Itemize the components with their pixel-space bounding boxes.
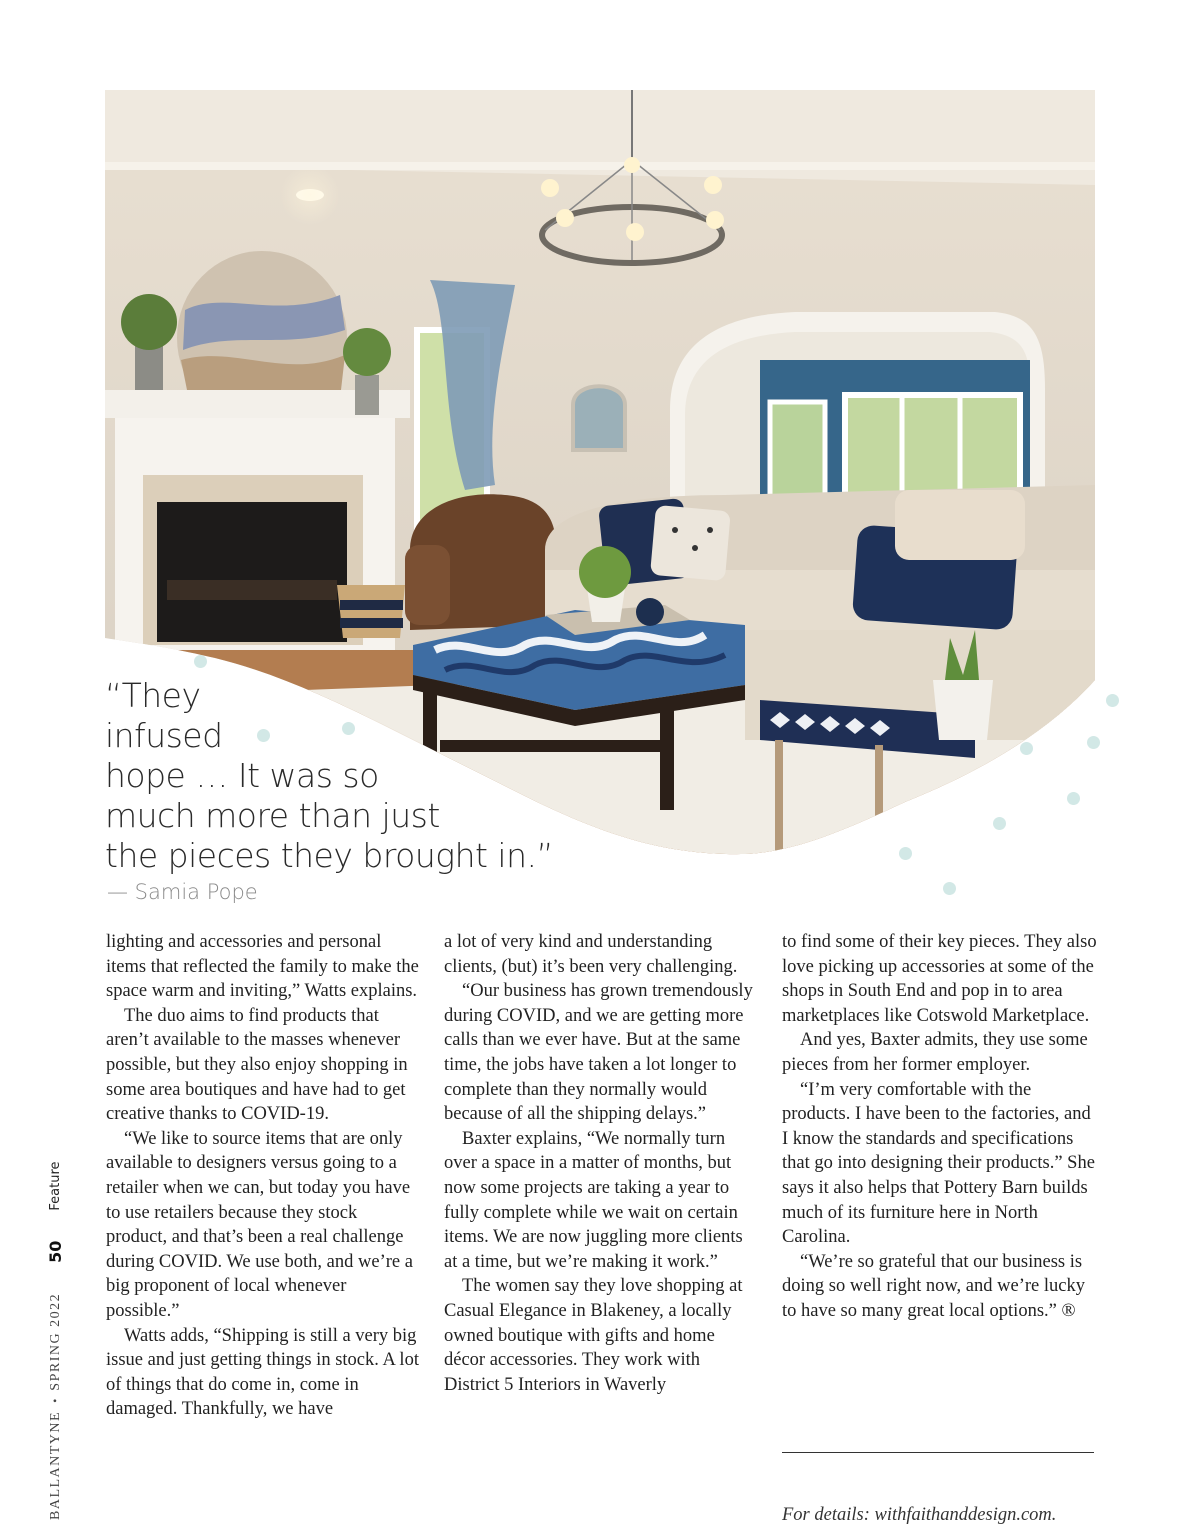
section-label: Feature [48, 1161, 63, 1211]
pull-quote-line: much more than just [105, 796, 440, 835]
paragraph: And yes, Baxter admits, they use some pieces from her former employer. [782, 1030, 1088, 1075]
decorative-dot [1020, 742, 1033, 755]
paragraph: lighting and accessories and personal items that reflected the family to make the space warm and inviting,” Watts explains. [106, 932, 419, 1002]
paragraph: The women say they love shopping at Casual Elegance in Blakeney, a locally owned boutique with gifts and home décor accessories. They work with District 5 Interiors in Waverly [444, 1276, 743, 1395]
pull-quote-line: hope … It was so [105, 756, 379, 795]
paragraph: Baxter explains, “We normally turn over a space in a matter of months, but now some projects are taking a year to fully complete while we wait on certain items. We are now juggling more clients at a time, but we’re making it work.” [444, 1128, 743, 1272]
pull-quote-attribution: — Samia Pope [107, 880, 258, 904]
page-number: 50 [46, 1240, 65, 1263]
article-column-1 [106, 930, 421, 1422]
decorative-dot [1067, 792, 1080, 805]
details-link[interactable]: For details: withfaithanddesign.com. [782, 1505, 1057, 1525]
paragraph: “We’re so grateful that our business is doing so well right now, and we’re lucky to have so many great local options.” ® [782, 1251, 1085, 1321]
paragraph: “Our business has grown tremendously during COVID, and we are getting more calls than we ever have. But at the same time, the jobs have taken a lot longer to complete than they normally would because of all the shipping delays.” [444, 981, 753, 1125]
paragraph: The duo aims to find products that aren’t available to the masses whenever possible, but they also enjoy shopping in some area boutiques and have had to get creative thanks to COVID-19. [106, 1005, 408, 1125]
paragraph: “I’m very comfortable with the products. I have been to the factories, and I know the standards and specifications that go into designing their products.” She says it also helps that Pottery Barn builds much of its furniture here in North Carolina. [782, 1079, 1095, 1248]
magazine-name: BALLANTYNE [47, 1410, 63, 1520]
issue-label: SPRING 2022 [47, 1292, 63, 1391]
paragraph: to find some of their key pieces. They also love picking up accessories at some of the shops in South End and pop in to area marketplaces like Cotswold Marketplace. [782, 932, 1097, 1026]
decorative-dot [194, 655, 207, 668]
pull-quote-line: “They [105, 676, 201, 715]
decorative-dot [993, 817, 1006, 830]
decorative-dot [899, 847, 912, 860]
divider [782, 1452, 1094, 1453]
paragraph: a lot of very kind and understanding clients, (but) it’s been very challenging. [444, 932, 738, 977]
article-column-2 [444, 930, 759, 1397]
page-folio [46, 1162, 65, 1521]
pull-quote-line: infused [105, 716, 223, 755]
paragraph: “We like to source items that are only available to designers versus going to a retailer when we can, but today you have to use retailers because they stock product, and that’s been a real challenge during COVID. We use both, and we’re a big proponent of local whenever possible.” [106, 1128, 413, 1321]
decorative-dot [1106, 694, 1119, 707]
article-column-3 [782, 930, 1100, 1324]
decorative-dot [943, 882, 956, 895]
pull-quote [105, 676, 625, 876]
paragraph: Watts adds, “Shipping is still a very big issue and just getting things in stock. A lot of things that do come in, come in damaged. Thankfully, we have [106, 1325, 419, 1420]
folio-separator: • [48, 1398, 62, 1403]
pull-quote-line: the pieces they brought in.” [105, 836, 554, 875]
decorative-dot [1087, 736, 1100, 749]
